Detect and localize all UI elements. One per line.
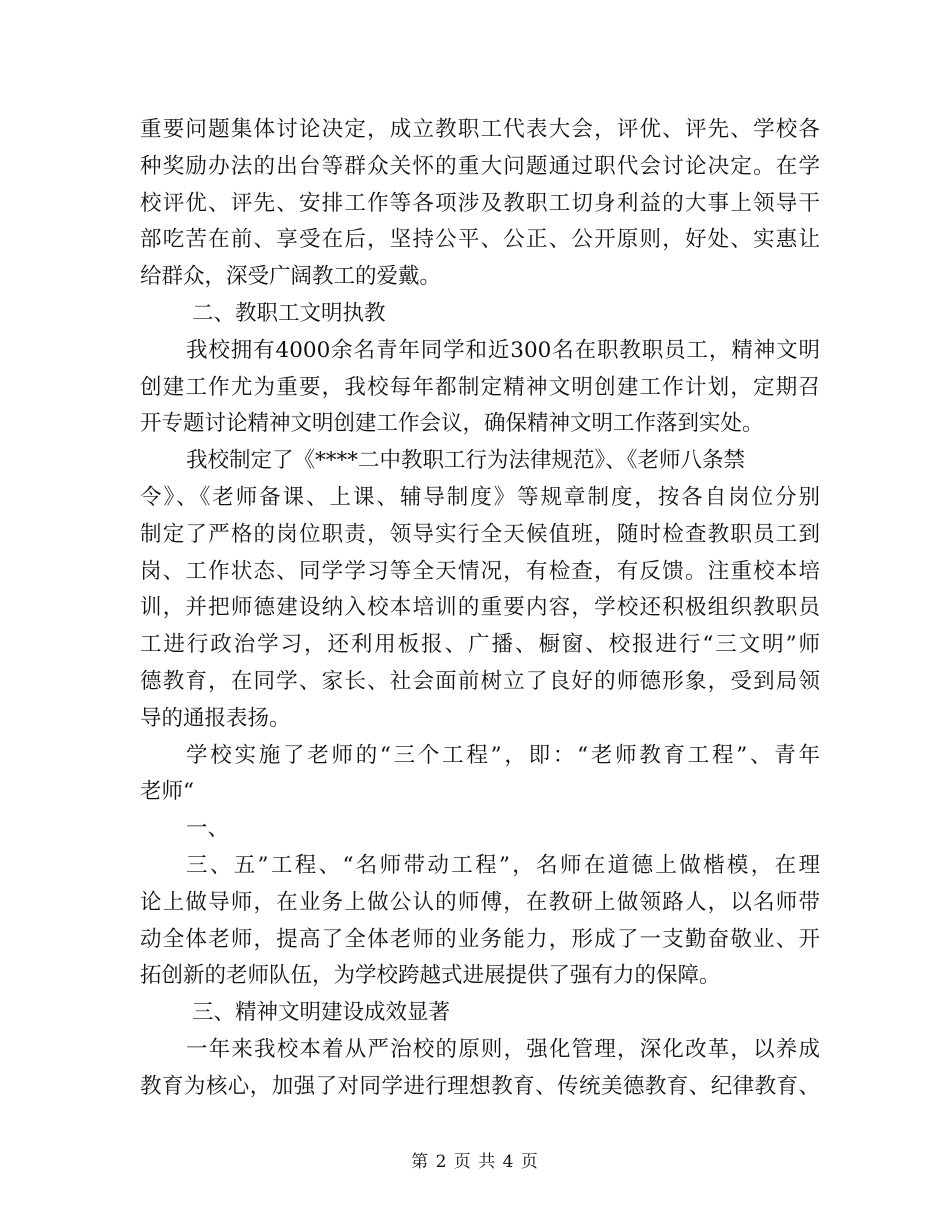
document-body	[140, 112, 820, 1106]
text-line: 开专题讨论精神文明创建工作会议，确保精神文明工作落到实处。	[140, 411, 764, 437]
text-line: 一年来我校本着从严治校的原则，强化管理，深化改革，以养成	[186, 1036, 820, 1062]
text-line: 工进行政治学习，还利用板报、广播、橱窗、校报进行“三文明”师	[140, 632, 820, 658]
text-line: 岗、工作状态、同学学习等全天情况，有检查，有反馈。注重校本培	[140, 558, 820, 584]
text-line: 部吃苦在前、享受在后，坚持公平、公正、公开原则，好处、实惠让	[140, 227, 820, 253]
text-line: 德教育，在同学、家长、社会面前树立了良好的师德形象，受到局领	[140, 668, 820, 694]
text-line: 种奖励办法的出台等群众关怀的重大问题通过职代会讨论决定。在学	[140, 153, 820, 179]
section-heading: 二、教职工文明执教	[192, 300, 386, 326]
text-line: 令》、《老师备课、上课、辅导制度》等规章制度，按各自岗位分别	[140, 484, 820, 510]
section-heading: 三、精神文明建设成效显著	[192, 1000, 451, 1026]
text-line: 老师“	[140, 779, 194, 805]
text-line: 动全体老师，提高了全体老师的业务能力，形成了一支勤奋敬业、开	[140, 926, 820, 952]
text-line: 一、	[186, 816, 230, 842]
text-line: 三、五”工程、“名师带动工程”，名师在道德上做楷模，在理	[186, 852, 820, 878]
text-line: 拓创新的老师队伍，为学校跨越式进展提供了强有力的保障。	[140, 963, 721, 989]
text-line: 教育为核心，加强了对同学进行理想教育、传统美德教育、纪律教育、	[140, 1073, 820, 1099]
text-line: 给群众，深受广阔教工的爱戴。	[140, 264, 442, 290]
text-line: 训，并把师德建设纳入校本培训的重要内容，学校还积极组织教职员	[140, 595, 820, 621]
text-line: 我校拥有4000余名青年同学和近300名在职教职员工，精神文明	[186, 337, 820, 363]
text-line: 重要问题集体讨论决定，成立教职工代表大会，评优、评先、学校各	[140, 117, 820, 142]
text-line: 学校实施了老师的“三个工程”，即：“老师教育工程”、青年	[186, 742, 820, 768]
text-line: 制定了严格的岗位职责，领导实行全天候值班，随时检查教职员工到	[140, 521, 820, 547]
text-line: 导的通报表扬。	[140, 705, 291, 731]
text-line: 论上做导师，在业务上做公认的师傅，在教研上做领路人，以名师带	[140, 889, 820, 915]
text-line: 创建工作尤为重要，我校每年都制定精神文明创建工作计划，定期召	[140, 374, 820, 400]
text-line: 我校制定了《****二中教职工行为法律规范》、《老师八条禁	[186, 448, 746, 474]
text-line: 校评优、评先、安排工作等各项涉及教职工切身利益的大事上领导干	[140, 190, 820, 216]
page-number-footer: 第 2 页 共 4 页	[411, 1152, 539, 1172]
